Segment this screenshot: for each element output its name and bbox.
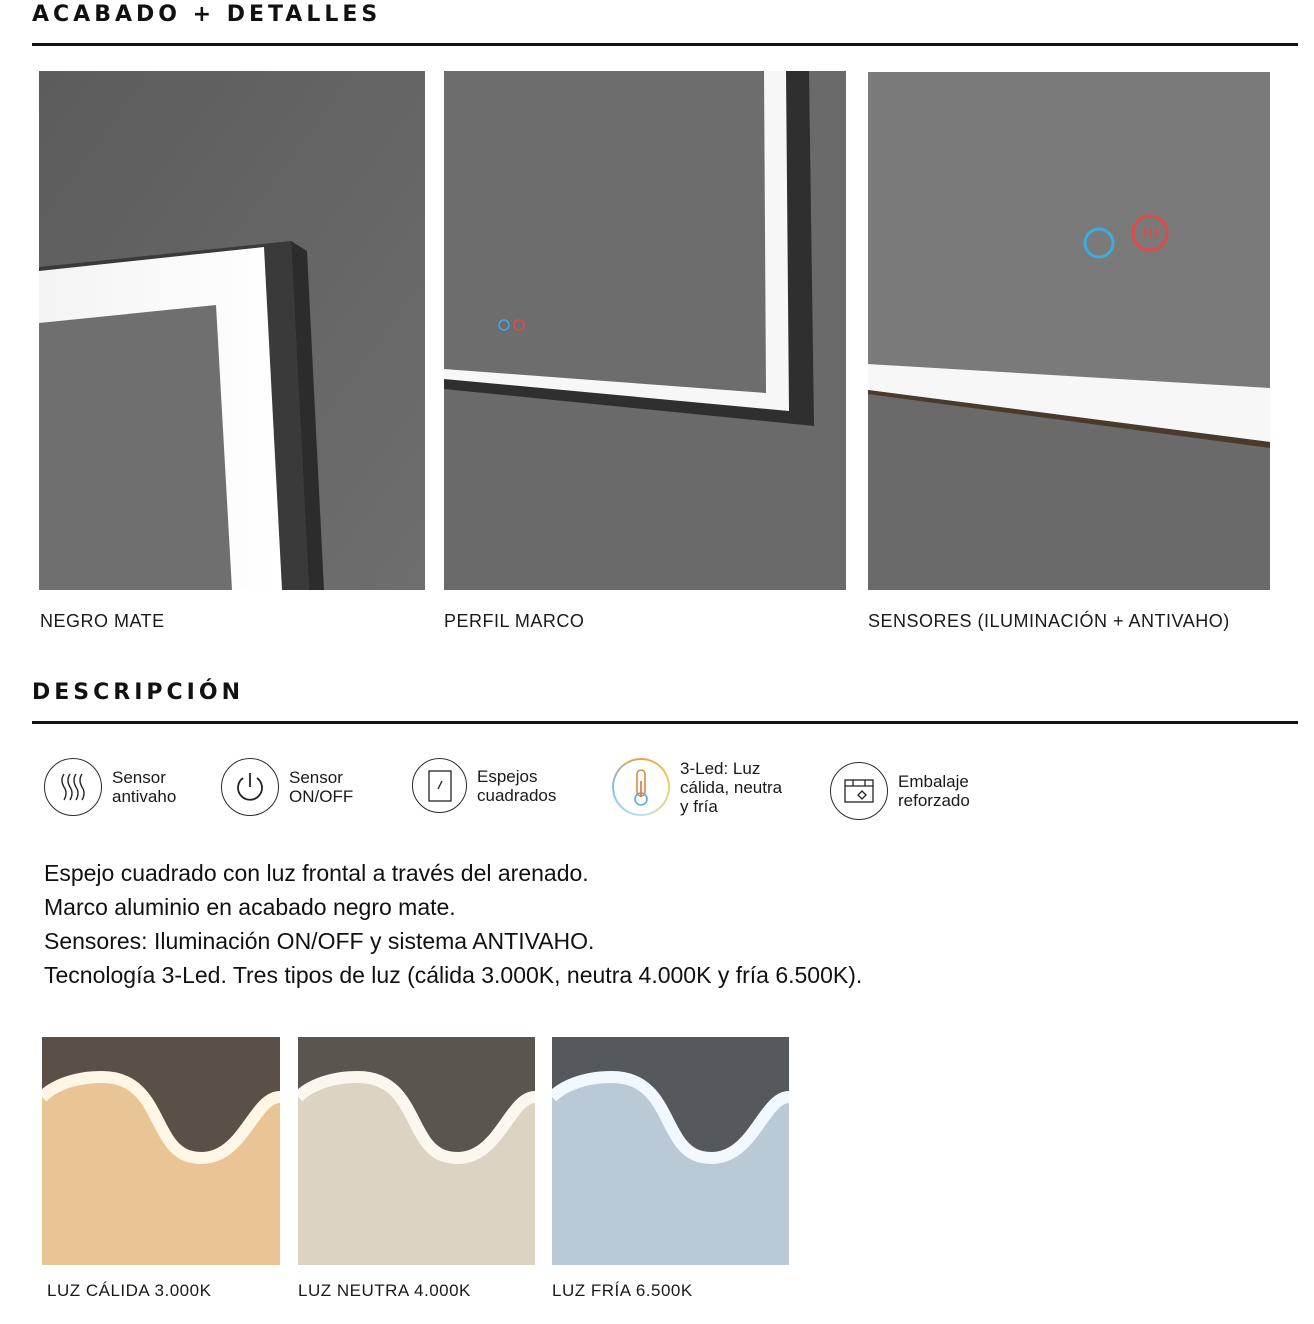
feature-3-led — [612, 758, 782, 816]
steam-waves-icon — [44, 758, 102, 816]
caption-perfil-marco: PERFIL MARCO — [444, 611, 585, 631]
description-text — [44, 856, 862, 992]
feature-label: 3-Led: Luz cálida, neutra y fría — [680, 758, 783, 816]
negro-mate-photo — [39, 71, 425, 590]
caption-luz-fria: LUZ FRÍA 6.500K — [552, 1281, 693, 1300]
description-line: Tecnología 3-Led. Tres tipos de luz (cálida 3.000K, neutra 4.000K y fría 6.500K). — [44, 962, 863, 988]
caption-luz-neutra: LUZ NEUTRA 4.000K — [298, 1281, 471, 1300]
caption-luz-calida: LUZ CÁLIDA 3.000K — [47, 1281, 212, 1300]
luz-fria-photo — [552, 1037, 789, 1265]
perfil-marco-photo — [444, 71, 846, 590]
feature-espejos-cuadrados — [412, 758, 556, 813]
section-divider — [32, 721, 1298, 724]
feature-label: Sensor ON/OFF — [289, 768, 354, 806]
luz-calida-photo — [42, 1037, 280, 1265]
description-line: Sensores: Iluminación ON/OFF y sistema ANTIVAHO. — [44, 928, 595, 954]
section-title-descripcion: DESCRIPCIÓN — [32, 680, 244, 705]
description-line: Marco aluminio en acabado negro mate. — [44, 894, 456, 920]
feature-embalaje-reforzado — [830, 762, 970, 820]
power-icon — [221, 758, 279, 816]
package-icon — [830, 762, 888, 820]
thermometer-icon — [612, 758, 670, 816]
feature-label: Sensor antivaho — [112, 768, 177, 806]
section-divider — [32, 43, 1298, 46]
caption-sensores: SENSORES (ILUMINACIÓN + ANTIVAHO) — [868, 611, 1230, 631]
square-mirror-icon — [412, 758, 467, 813]
feature-sensor-antivaho — [44, 758, 176, 816]
description-line: Espejo cuadrado con luz frontal a través del arenado. — [44, 860, 589, 886]
sensores-photo — [868, 72, 1270, 590]
section-title-acabado: ACABADO + DETALLES — [32, 2, 382, 27]
feature-label: Espejos cuadrados — [477, 766, 557, 805]
feature-label: Embalaje reforzado — [898, 772, 970, 810]
feature-sensor-onoff — [221, 758, 353, 816]
caption-negro-mate: NEGRO MATE — [40, 611, 165, 631]
luz-neutra-photo — [298, 1037, 535, 1265]
